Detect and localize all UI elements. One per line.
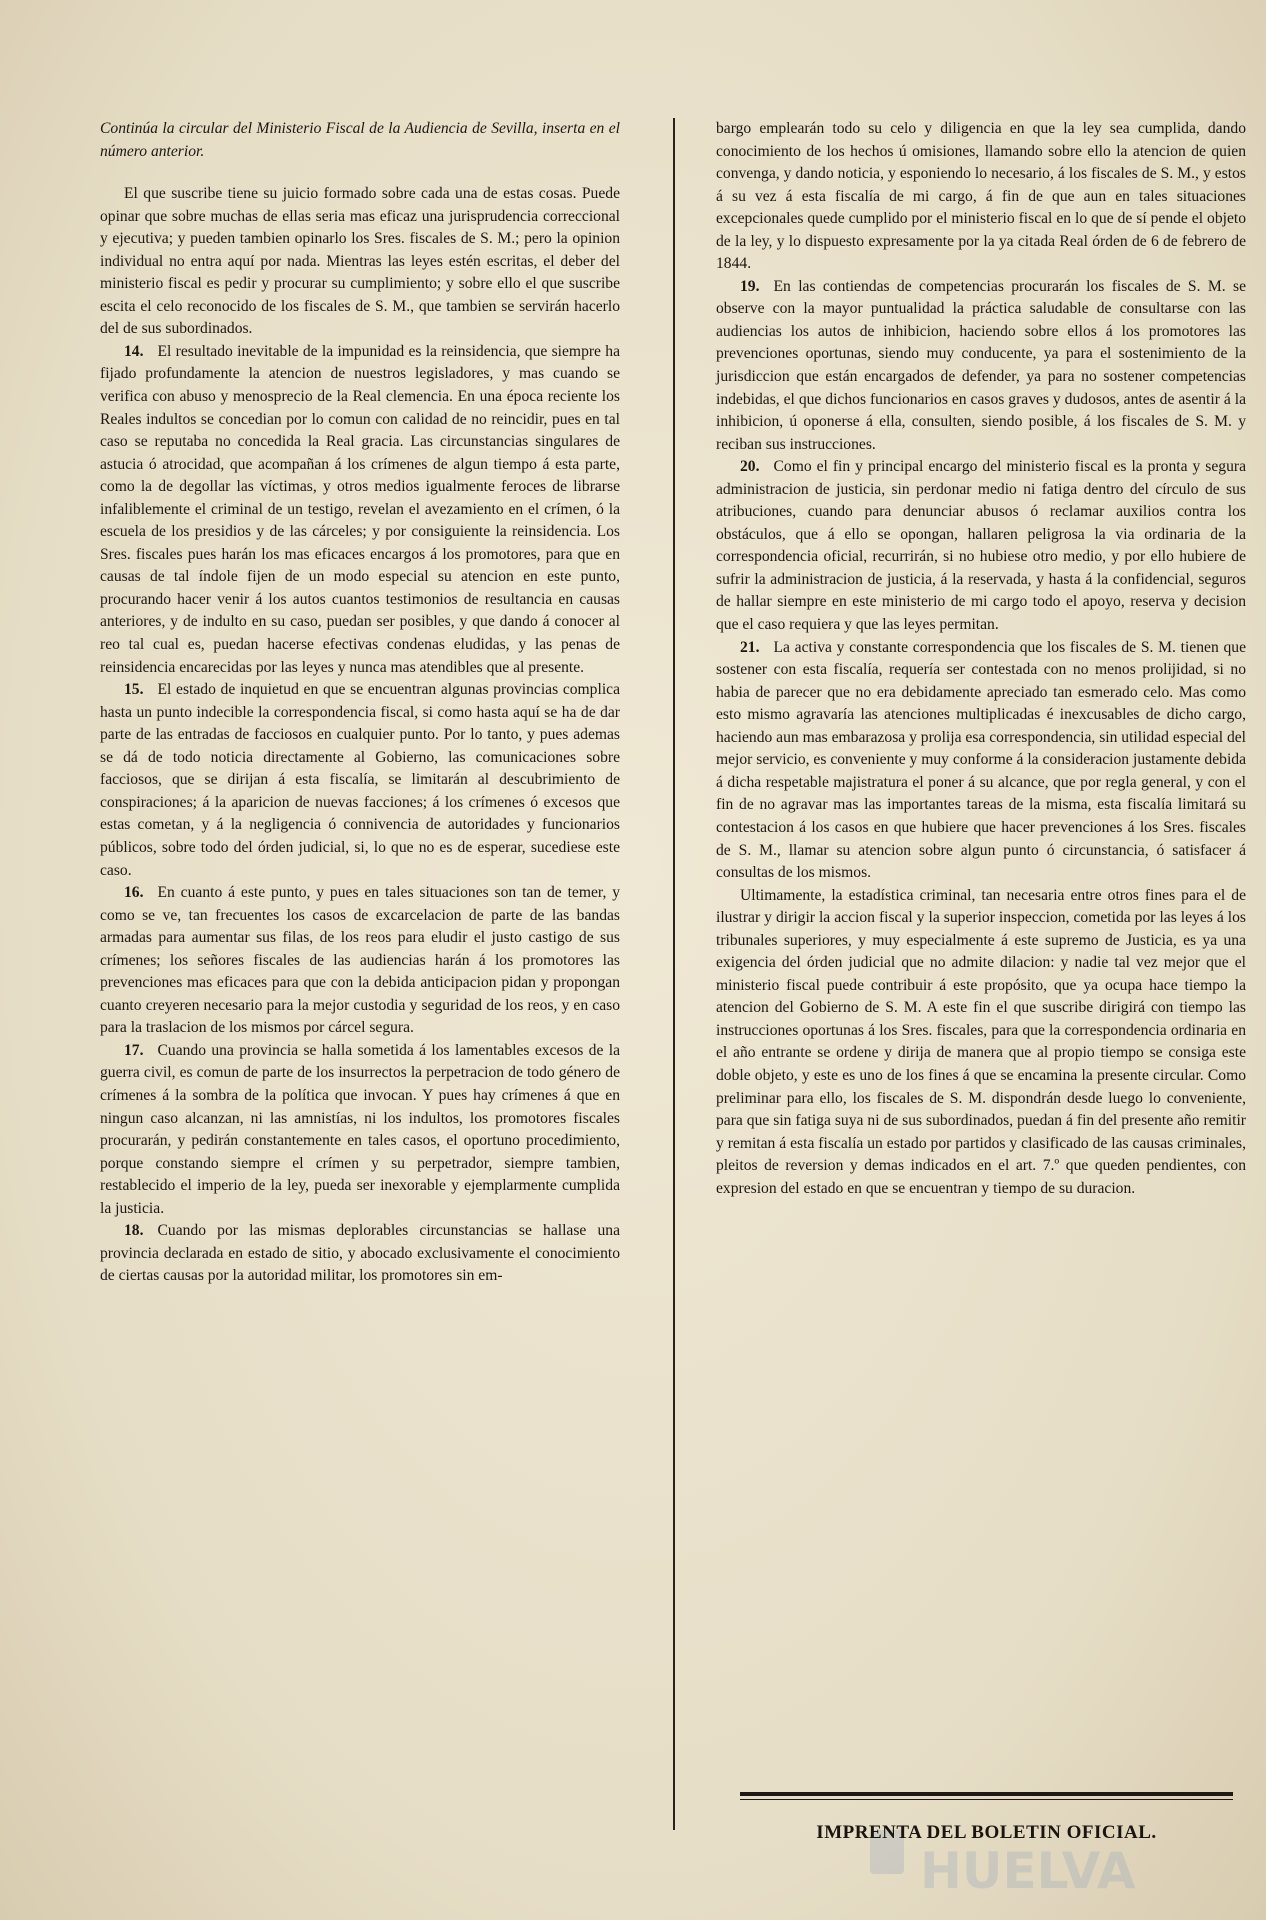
paragraph-text: En las contiendas de competencias procurarán los fiscales de S. M. se observe con la mayor puntualidad la práctica saludable de consultarse con las audiencias los autos de inhibicion, haciendo sobre ellos á los promotores las prevenciones oportunas, siendo muy conducente, ya para el sostenimiento de la jurisdiccion que están encargados de defender, ya para no sostener competencias indebidas, el que dichos funcionarios en casos graves y dudosos, antes de asentir á la inhibicion, ú oponerse á ella, consulten, siendo posible, á los fiscales de S. M. y reciban sus instrucciones. — [716, 277, 1246, 453]
paragraph-number: 14. — [124, 342, 144, 360]
paragraph-14 — [100, 341, 620, 679]
paragraph-text: La activa y constante correspondencia que los fiscales de S. M. tienen que sostener con esta fiscalía, requería ser contestada con no menos prolijidad, si no habia de parecer que no era debidamente apreciado tan esmerado celo. Mas como esto mismo agravaría las atenciones multiplicadas é inexcusables de dicho cargo, haciendo aun mas embarazosa y prolija esa correspondencia, sin utilidad especial del mejor servicio, es conveniente y muy conforme á la consideracion justamente debida á dicha respetable majistratura el poner á su alcance, que por regla general, y con el fin de no agravar mas las importantes tareas de la misma, esta fiscalía limitará su contestacion á los casos en que hubiere que hacer prevenciones á los Sres. fiscales de S. M., llamar su atencion sobre algun punto ó circunstancia, ó satisfacer á consultas de los mismos. — [716, 638, 1246, 882]
paragraph-15 — [100, 679, 620, 882]
paragraph-text: El estado de inquietud en que se encuentran algunas provincias complica hasta un punto indecible la correspondencia fiscal, si como hasta aquí se ha de dar parte de las entradas de facciosos en cualquier punto. Por lo tanto, y pues ademas se dá de todo noticia directamente al Gobierno, las comunicaciones sobre facciosos, que se dirijan á esta fiscalía, se limitarán al descubrimiento de conspiraciones; á la aparicion de nuevas facciones; á los crímenes ó excesos que estas cometan, y á la negligencia ó connivencia de autoridades y funcionarios públicos, sobre todo del órden judicial, si, lo que no es de esperar, sucediese este caso. — [100, 681, 620, 879]
right-column — [716, 118, 1246, 1200]
paragraph-text: Cuando una provincia se halla sometida á los lamentables excesos de la guerra civil, es comun de parte de los insurrectos la perpetracion de todo género de crímenes á la sombra de la política que invocan. Y pues hay crímenes á que en ningun caso alcanzan, ni las amnistías, ni los indultos, los promotores fiscales procurarán, y pedirán constantemente en tales casos, el oportuno procedimiento, porque constando siempre el crímen y su perpetrador, siempre tambien, restablecido el imperio de la ley, pueda ser inexorable y ejemplarmente cumplida la justicia. — [100, 1041, 620, 1217]
paragraph-20 — [716, 456, 1246, 636]
watermark-text: HUELVA — [920, 1842, 1136, 1900]
paragraph-19 — [716, 276, 1246, 456]
paragraph-text: En cuanto á este punto, y pues en tales situaciones son tan de temer, y como se ve, tan frecuentes los casos de excarcelacion de parte de las bandas armadas para aumentar sus filas, de los reos para eludir el justo castigo de sus crímenes; los señores fiscales de las audiencias harán á los promotores las prevenciones mas eficaces para que con la debida anticipacion pidan y propongan cuanto creyeren necesario para la mejor custodia y seguridad de los reos, y en caso para la traslacion de los mismos por cárcel segura. — [100, 884, 620, 1037]
paragraph-text: El resultado inevitable de la impunidad es la reinsidencia, que siempre ha fijado profundamente la atencion de nuestros legisladores, y mas cuando se verifica con abuso y menosprecio de la Real clemencia. En una época reciente los Reales indultos se concedian por lo comun con calidad de no reincidir, pues en tal caso se reputaba no concedida la Real gracia. Las circunstancias singulares de astucia ó atrocidad, que acompañan á los crímenes de algun tiempo á esta parte, como la de degollar las víctimas, y otros medios igualmente feroces de librarse infaliblemente el criminal de un testigo, revelan el avezamiento en el crímen, ó la escuela de los presidios y de las cárceles; y por consiguiente la reinsidencia. Los Sres. fiscales pues harán los mas eficaces encargos á los promotores, para que en causas de tal índole fijen de un modo especial su atencion en este punto, procurando hacer venir á los autos cuantos testimonios de resultancia en causas anteriores, y de indulto en su caso, puedan ser posibles, y que dando á conocer al reo tal cual es, puedan hacerse efectivas condenas eludidas, y las penas de reinsidencia encarecidas por las leyes y nunca mas atendibles que al presente. — [100, 342, 620, 676]
imprint-line: IMPRENTA DEL BOLETIN OFICIAL. — [816, 1822, 1157, 1843]
watermark-logo — [860, 1800, 1200, 1900]
paragraph-number: 18. — [124, 1222, 144, 1240]
paragraph-final — [716, 885, 1246, 1201]
paragraph-number: 17. — [124, 1041, 144, 1059]
continuation-paragraph: bargo emplearán todo su celo y diligencia en que la ley sea cumplida, dando conocimiento de los hechos ú omisiones, llamando sobre ello la atencion de quien convenga, y dando noticia, y esponiendo lo necesario, á los fiscales de S. M., y estos á su vez á esta fiscalía de mi cargo, á fin de que aun en tales situaciones excepcionales quede cumplido por el ministerio fiscal en lo que de sí pende el objeto de la ley, y lo dispuesto expresamente por la ya citada Real órden de 6 de febrero de 1844. — [716, 120, 1246, 273]
paragraph-text: Como el fin y principal encargo del ministerio fiscal es la pronta y segura administracion de justicia, sin perdonar medio ni fatiga dentro del círculo de sus atribuciones, cuando para denunciar abusos ó reclamar auxilios contra los obstáculos, que á ello se opongan, hallaren peligrosa la via ordinaria de la correspondencia oficial, recurrirán, si no hubiese otro medio, y por ello hubiere de sufrir la administracion de justicia, á la reservada, y hasta á la confidencial, seguros de hallar siempre en este ministerio de mi cargo todo el apoyo, reserva y decision que el caso requiera y que las leyes permitan. — [716, 458, 1246, 634]
paragraph-18 — [100, 1220, 620, 1288]
paragraph-number: 19. — [740, 277, 760, 295]
paragraph-21 — [716, 637, 1246, 885]
paragraph-number: 16. — [124, 884, 144, 902]
paragraph-text: Cuando por las mismas deplorables circunstancias se hallase una provincia declarada en estado de sitio, y abocado exclusivamente el conocimiento de ciertas causas por la autoridad militar, los promotores sin em- — [100, 1222, 620, 1285]
paragraph-text: Ultimamente, la estadística criminal, tan necesaria entre otros fines para el de ilustrar y dirigir la accion fiscal y la superior inspeccion, cometida por las leyes á los tribunales superiores, y muy especialmente á este supremo de Justicia, es ya una exigencia del órden judicial que no admite dilacion: y nadie tal vez mejor que el ministerio fiscal puede contribuir á este propósito, que ya ocupa hace tiempo la atencion del Gobierno de S. M. A este fin el que suscribe dirigirá con tiempo las instrucciones oportunas á los Sres. fiscales, para que la correspondencia ordinaria en el año entrante se ordene y dirija de manera que al propio tiempo se consiga este doble objeto, y este es uno de los fines á que se encamina la presente circular. Como preliminar para ello, los fiscales de S. M. dispondrán desde luego lo conveniente, para que sin fatiga suya ni de sus subordinados, puedan á fin del presente año remitir y remitan á esta fiscalía un estado por partidos y clasificado de las causas criminales, pleitos de reversion y demas indicados en el art. 7.º que queden pendientes, con expresion del estado en que se encuentran y tiempo de su duracion. — [716, 886, 1246, 1197]
column-divider — [673, 118, 675, 1830]
paragraph-number: 21. — [740, 638, 760, 656]
article-caption: Continúa la circular del Ministerio Fiscal de la Audiencia de Sevilla, inserta en el número anterior. — [100, 120, 620, 160]
left-column — [100, 118, 620, 1288]
paragraph-17 — [100, 1040, 620, 1220]
intro-paragraph: El que suscribe tiene su juicio formado sobre cada una de estas cosas. Puede opinar que sobre muchas de ellas seria mas eficaz una jurisprudencia correccional y ejecutiva; y pueden tambien opinarlo los Sres. fiscales de S. M.; pero la opinion individual no entra aquí por nada. Mientras las leyes estén escritas, el deber del ministerio fiscal es pedir y procurar su cumplimiento; y sobre ello el que suscribe escita el celo reconocido de los fiscales de S. M., que tambien se servirán hacerlo del de sus subordinados. — [100, 185, 620, 338]
paragraph-16 — [100, 882, 620, 1040]
footer-rule-thick — [740, 1792, 1233, 1796]
paragraph-number: 20. — [740, 458, 760, 476]
paragraph-number: 15. — [124, 681, 144, 699]
